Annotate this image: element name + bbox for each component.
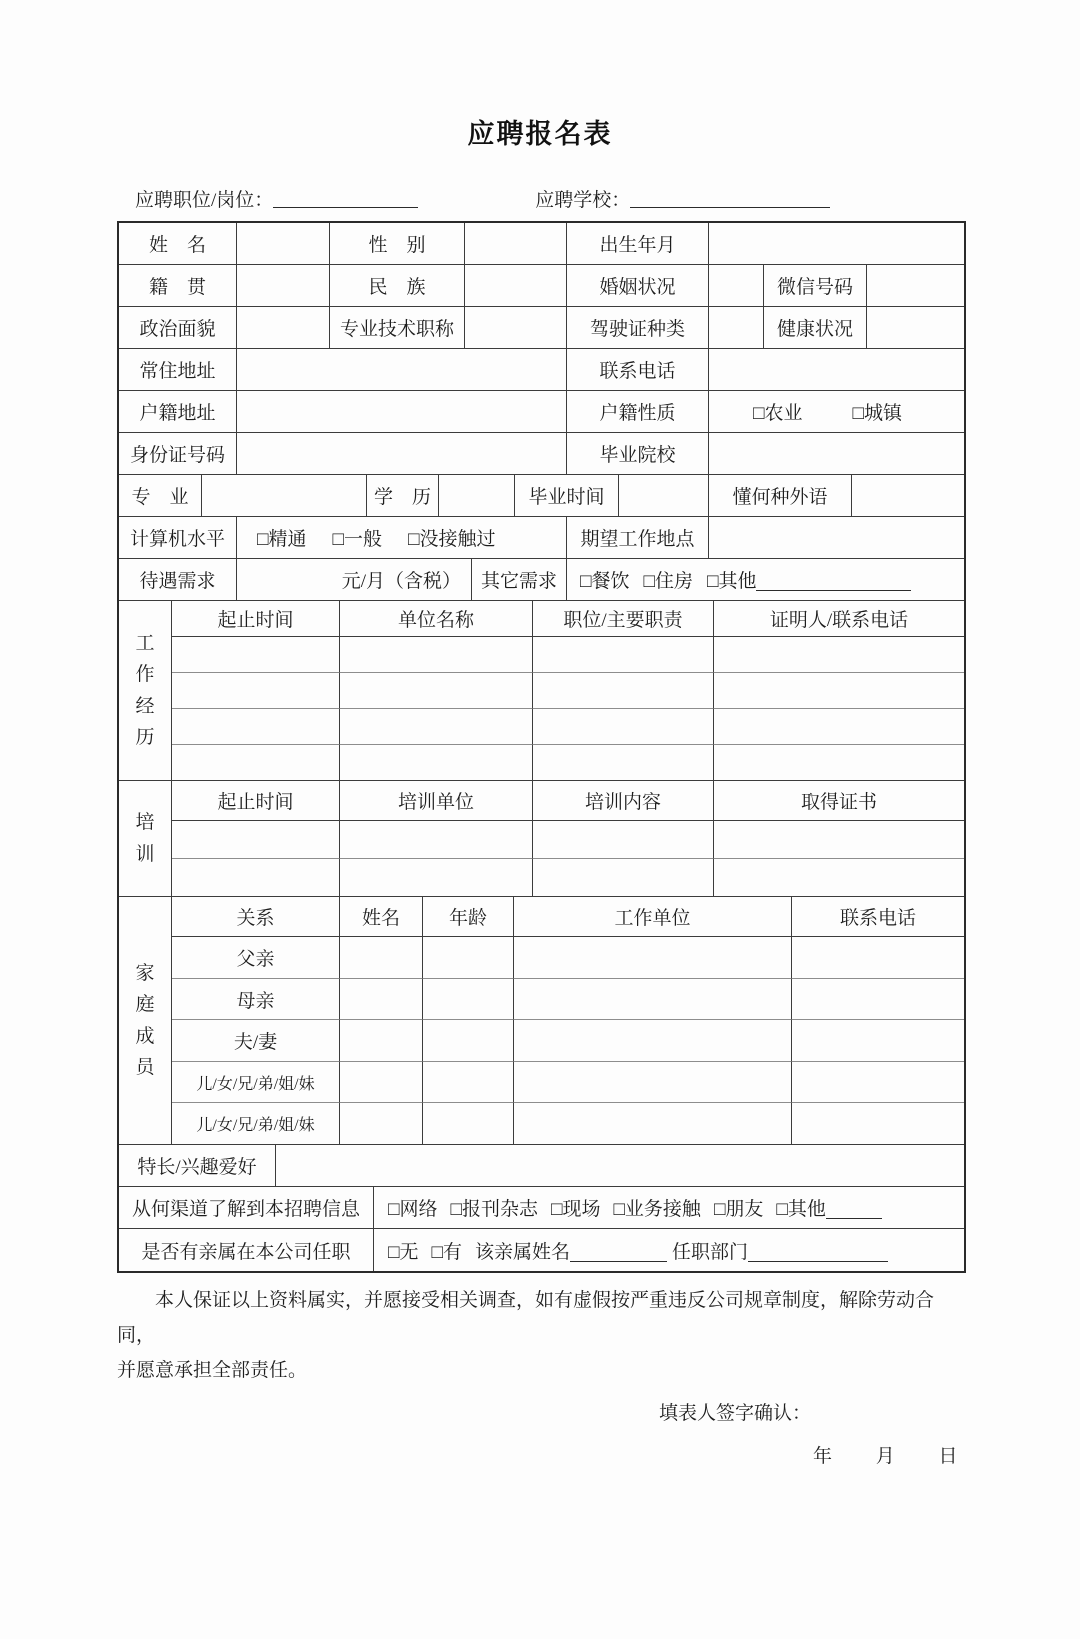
work-position-input[interactable] xyxy=(533,745,714,781)
hobby-label: 特长/兴趣爱好 xyxy=(119,1145,276,1187)
hukou-type-options xyxy=(709,391,964,433)
work-position-input[interactable] xyxy=(533,673,714,709)
work-reference-input[interactable] xyxy=(714,745,964,781)
foreign-language-input[interactable] xyxy=(852,475,964,517)
family-name-input[interactable] xyxy=(340,1103,423,1145)
phone-input[interactable] xyxy=(709,349,964,391)
table-row xyxy=(119,223,964,265)
major-input[interactable] xyxy=(202,475,367,517)
family-col-relation: 关系 xyxy=(172,897,340,937)
family-col-phone: 联系电话 xyxy=(792,897,964,937)
work-period-input[interactable] xyxy=(172,673,340,709)
work-table xyxy=(172,601,964,781)
position-label: 应聘职位/岗位： xyxy=(135,190,274,211)
declaration-line-1: 本人保证以上资料属实，并愿接受相关调查，如有虚假按严重违反公司规章制度，解除劳动合同， xyxy=(117,1290,935,1346)
marital-label: 婚姻状况 xyxy=(567,265,709,307)
relative-in-company-options xyxy=(374,1229,964,1271)
family-row xyxy=(172,1062,964,1103)
table-row xyxy=(119,349,964,391)
form-table xyxy=(117,221,966,1273)
family-row xyxy=(172,937,964,979)
table-row xyxy=(119,1229,964,1271)
computer-skill-label: 计算机水平 xyxy=(119,517,237,559)
gender-label: 性 别 xyxy=(330,223,465,265)
home-address-input[interactable] xyxy=(237,349,567,391)
family-name-input[interactable] xyxy=(340,1062,423,1103)
family-age-input[interactable] xyxy=(423,1103,514,1145)
gender-input[interactable] xyxy=(465,223,567,265)
work-experience-section xyxy=(119,601,964,781)
graduate-school-input[interactable] xyxy=(709,433,964,475)
recruitment-channel-options xyxy=(374,1187,964,1229)
relative-name-blank[interactable] xyxy=(570,1244,667,1262)
date-line xyxy=(813,1441,1080,1468)
family-phone-input[interactable] xyxy=(792,1062,964,1103)
channel-other-checkbox[interactable]: □其他 xyxy=(776,1199,826,1220)
native-place-input[interactable] xyxy=(237,265,330,307)
health-input[interactable] xyxy=(867,307,964,349)
declaration xyxy=(117,1283,962,1388)
work-period-input[interactable] xyxy=(172,745,340,781)
computer-none-checkbox[interactable]: □没接触过 xyxy=(407,529,496,550)
family-employer-input[interactable] xyxy=(514,1062,792,1103)
relative-yes-checkbox[interactable]: □有 xyxy=(431,1241,462,1263)
work-company-input[interactable] xyxy=(340,745,533,781)
day-label: 日 xyxy=(938,1446,958,1467)
major-label: 专 业 xyxy=(119,475,202,517)
hukou-address-label: 户籍地址 xyxy=(119,391,237,433)
work-company-input[interactable] xyxy=(340,637,533,673)
family-relation-label: 儿/女/兄/弟/姐/妹 xyxy=(172,1062,340,1103)
work-reference-input[interactable] xyxy=(714,673,964,709)
training-period-input[interactable] xyxy=(172,859,340,897)
work-row xyxy=(172,637,964,673)
training-section xyxy=(119,781,964,897)
training-content-input[interactable] xyxy=(533,821,714,859)
family-name-input[interactable] xyxy=(340,979,423,1020)
channel-newspaper-checkbox[interactable]: □报刊杂志 xyxy=(450,1199,538,1220)
political-status-label: 政治面貌 xyxy=(119,307,237,349)
family-section-label: 家庭成员 xyxy=(119,897,172,1145)
other-needs-label: 其它需求 xyxy=(472,559,567,601)
birth-label: 出生年月 xyxy=(567,223,709,265)
page-title: 应聘报名表 xyxy=(467,119,613,149)
family-phone-input[interactable] xyxy=(792,979,964,1020)
expected-location-label: 期望工作地点 xyxy=(567,517,709,559)
training-header-row xyxy=(172,781,964,821)
family-employer-input[interactable] xyxy=(514,979,792,1020)
family-col-age: 年龄 xyxy=(423,897,514,937)
family-relation-label: 母亲 xyxy=(172,979,340,1020)
hukou-agriculture-checkbox[interactable]: □农业 xyxy=(753,403,803,424)
table-row xyxy=(119,475,964,517)
channel-other-blank[interactable] xyxy=(826,1201,882,1219)
education-input[interactable] xyxy=(439,475,515,517)
work-col-period: 起止时间 xyxy=(172,601,340,637)
table-row xyxy=(119,265,964,307)
salary-unit-cell[interactable]: 元/月（含税） xyxy=(237,559,472,601)
signature-label: 填表人签字确认： xyxy=(659,1403,812,1424)
ethnicity-label: 民 族 xyxy=(330,265,465,307)
computer-proficient-checkbox[interactable]: □精通 xyxy=(257,529,307,550)
school-label: 应聘学校： xyxy=(535,190,631,211)
table-row xyxy=(119,391,964,433)
work-position-input[interactable] xyxy=(533,637,714,673)
hukou-urban-checkbox[interactable]: □城镇 xyxy=(852,403,902,424)
training-col-org: 培训单位 xyxy=(340,781,533,821)
computer-average-checkbox[interactable]: □一般 xyxy=(332,529,382,550)
driver-license-input[interactable] xyxy=(709,307,764,349)
table-row xyxy=(119,559,964,601)
work-reference-input[interactable] xyxy=(714,709,964,745)
declaration-line-2: 并愿意承担全部责任。 xyxy=(117,1360,308,1381)
work-position-input[interactable] xyxy=(533,709,714,745)
native-place-label: 籍 贯 xyxy=(119,265,237,307)
family-age-input[interactable] xyxy=(423,979,514,1020)
training-content-input[interactable] xyxy=(533,859,714,897)
family-phone-input[interactable] xyxy=(792,1020,964,1062)
family-age-input[interactable] xyxy=(423,1062,514,1103)
relative-in-company-label: 是否有亲属在本公司任职 xyxy=(119,1229,374,1271)
family-employer-input[interactable] xyxy=(514,1020,792,1062)
channel-business-checkbox[interactable]: □业务接触 xyxy=(613,1199,701,1220)
work-period-input[interactable] xyxy=(172,709,340,745)
ethnicity-input[interactable] xyxy=(465,265,567,307)
professional-title-input[interactable] xyxy=(465,307,567,349)
family-relation-label: 儿/女/兄/弟/姐/妹 xyxy=(172,1103,340,1145)
family-col-name: 姓名 xyxy=(340,897,423,937)
graduation-date-input[interactable] xyxy=(619,475,709,517)
graduation-date-label: 毕业时间 xyxy=(515,475,619,517)
work-row xyxy=(172,709,964,745)
id-number-input[interactable] xyxy=(237,433,567,475)
training-section-label: 培训 xyxy=(119,781,172,897)
work-reference-input[interactable] xyxy=(714,637,964,673)
year-label: 年 xyxy=(813,1446,833,1467)
phone-label: 联系电话 xyxy=(567,349,709,391)
family-row xyxy=(172,979,964,1020)
table-row xyxy=(119,1187,964,1229)
work-company-input[interactable] xyxy=(340,673,533,709)
training-org-input[interactable] xyxy=(340,821,533,859)
hukou-type-label: 户籍性质 xyxy=(567,391,709,433)
training-table xyxy=(172,781,964,897)
relative-dept-blank[interactable] xyxy=(748,1244,888,1262)
name-input[interactable] xyxy=(237,223,330,265)
family-employer-input[interactable] xyxy=(514,1103,792,1145)
housing-checkbox[interactable]: □住房 xyxy=(643,571,693,592)
relative-dept-label: 任职部门 xyxy=(671,1241,748,1263)
school-blank[interactable] xyxy=(630,189,830,208)
top-fill-line xyxy=(135,185,1080,212)
training-period-input[interactable] xyxy=(172,821,340,859)
family-row xyxy=(172,1103,964,1145)
driver-license-label: 驾驶证种类 xyxy=(567,307,709,349)
political-status-input[interactable] xyxy=(237,307,330,349)
work-col-company: 单位名称 xyxy=(340,601,533,637)
work-row xyxy=(172,673,964,709)
family-name-input[interactable] xyxy=(340,1020,423,1062)
other-needs-blank[interactable] xyxy=(756,573,911,591)
channel-friend-checkbox[interactable]: □朋友 xyxy=(713,1199,764,1220)
id-number-label: 身份证号码 xyxy=(119,433,237,475)
hukou-address-input[interactable] xyxy=(237,391,567,433)
channel-internet-checkbox[interactable]: □网络 xyxy=(388,1199,438,1220)
relative-no-checkbox[interactable]: □无 xyxy=(388,1241,419,1263)
training-col-period: 起止时间 xyxy=(172,781,340,821)
training-col-certificate: 取得证书 xyxy=(714,781,964,821)
table-row xyxy=(119,1145,964,1187)
application-form-page xyxy=(0,112,1080,1468)
family-row xyxy=(172,1020,964,1062)
family-age-input[interactable] xyxy=(423,937,514,979)
family-relation-label: 父亲 xyxy=(172,937,340,979)
table-row xyxy=(119,517,964,559)
work-company-input[interactable] xyxy=(340,709,533,745)
other-needs-options xyxy=(567,559,964,601)
position-blank[interactable] xyxy=(273,189,418,208)
family-col-employer: 工作单位 xyxy=(514,897,792,937)
wechat-label: 微信号码 xyxy=(764,265,867,307)
training-row xyxy=(172,821,964,859)
work-col-reference: 证明人/联系电话 xyxy=(714,601,964,637)
other-checkbox[interactable]: □其他 xyxy=(706,571,757,592)
hobby-input[interactable] xyxy=(276,1145,964,1187)
family-age-input[interactable] xyxy=(423,1020,514,1062)
wechat-input[interactable] xyxy=(867,265,964,307)
recruitment-channel-label: 从何渠道了解到本招聘信息 xyxy=(119,1187,374,1229)
salary-label: 待遇需求 xyxy=(119,559,237,601)
signature-line xyxy=(659,1398,1080,1425)
birth-input[interactable] xyxy=(709,223,964,265)
health-label: 健康状况 xyxy=(764,307,867,349)
month-label: 月 xyxy=(875,1446,895,1467)
family-table xyxy=(172,897,964,1145)
professional-title-label: 专业技术职称 xyxy=(330,307,465,349)
name-label: 姓 名 xyxy=(119,223,237,265)
family-phone-input[interactable] xyxy=(792,937,964,979)
training-certificate-input[interactable] xyxy=(714,859,964,897)
work-section-label: 工作经历 xyxy=(119,601,172,781)
meals-checkbox[interactable]: □餐饮 xyxy=(580,571,630,592)
work-period-input[interactable] xyxy=(172,637,340,673)
training-row xyxy=(172,859,964,897)
home-address-label: 常住地址 xyxy=(119,349,237,391)
computer-skill-options xyxy=(237,517,567,559)
table-row xyxy=(119,433,964,475)
education-label: 学 历 xyxy=(367,475,439,517)
training-col-content: 培训内容 xyxy=(533,781,714,821)
training-certificate-input[interactable] xyxy=(714,821,964,859)
table-row xyxy=(119,307,964,349)
family-header-row xyxy=(172,897,964,937)
relative-name-label: 该亲属姓名 xyxy=(474,1241,570,1263)
expected-location-input[interactable] xyxy=(709,517,964,559)
family-relation-label: 夫/妻 xyxy=(172,1020,340,1062)
work-col-position: 职位/主要职责 xyxy=(533,601,714,637)
family-phone-input[interactable] xyxy=(792,1103,964,1145)
family-section xyxy=(119,897,964,1145)
channel-onsite-checkbox[interactable]: □现场 xyxy=(550,1199,601,1220)
marital-input[interactable] xyxy=(709,265,764,307)
family-employer-input[interactable] xyxy=(514,937,792,979)
work-header-row xyxy=(172,601,964,637)
work-row xyxy=(172,745,964,781)
foreign-language-label: 懂何种外语 xyxy=(709,475,852,517)
graduate-school-label: 毕业院校 xyxy=(567,433,709,475)
family-name-input[interactable] xyxy=(340,937,423,979)
training-org-input[interactable] xyxy=(340,859,533,897)
